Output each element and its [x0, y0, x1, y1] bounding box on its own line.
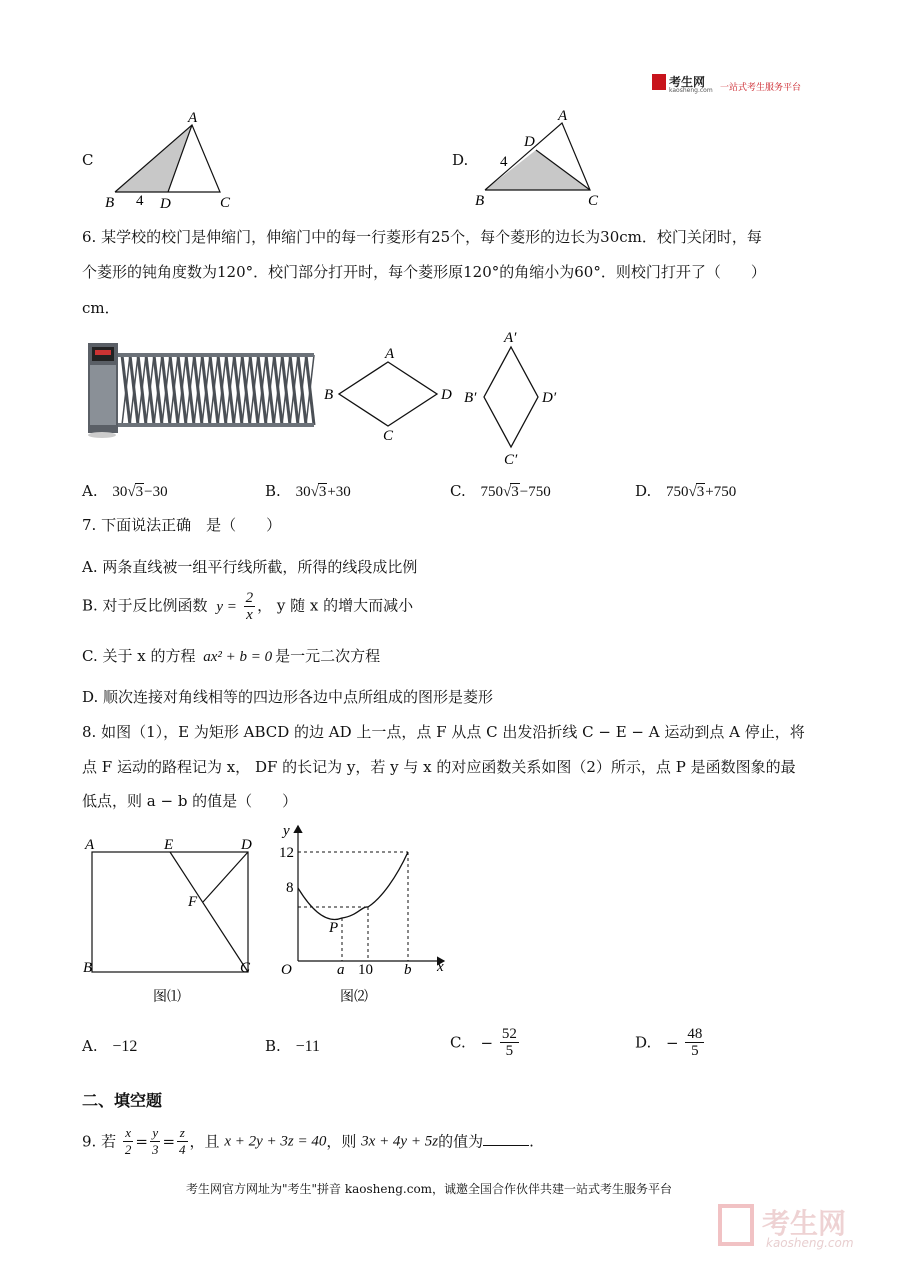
fig-d-label-b: B: [475, 193, 485, 209]
page-footer: 考生网官方网址为"考生"拼音 kaosheng.com，诚邀全国合作伙伴共建一站式考生服务平台: [186, 1182, 673, 1196]
q5-option-d-label: D.: [452, 151, 469, 169]
fig-d-label-a: A: [558, 108, 568, 124]
q8-option-d: D. − $\frac{48}{5}$: [635, 1026, 703, 1059]
q8-line-2: 点 F 运动的路程记为 x， DF 的长记为 y，若 y 与 x 的对应函数关系如图（2）所示，点 P 是函数图象的最: [82, 758, 796, 776]
q5-option-c-label: C: [82, 151, 94, 169]
q6-rhombus-compressed: [456, 325, 576, 470]
q6-rhombus-original: [322, 342, 462, 442]
fig1-label-d: D: [241, 837, 252, 853]
q6-option-a: A. 30√3−30: [82, 482, 168, 500]
fig2-label-a: a: [337, 962, 345, 978]
q6-line-1: 6. 某学校的校门是伸缩门，伸缩门中的每一行菱形有25个，每个菱形的边长为30cm．校门关闭时，每: [82, 228, 762, 246]
watermark-mark-icon: [718, 1204, 754, 1246]
retractable-gate-image: [82, 335, 318, 440]
fig1-label-c: C: [240, 960, 251, 976]
q8-line-3: 低点，则 a − b 的值是（ ）: [82, 792, 298, 810]
fig-d-label-c: C: [588, 193, 599, 209]
watermark-logo: [718, 1202, 888, 1254]
fig2-label-12: 12: [279, 845, 294, 861]
fig2-label-x: x: [437, 959, 444, 975]
q5-figure-d: [470, 108, 610, 213]
q6-option-d: D. 750√3+750: [635, 482, 737, 500]
fig-d-label-d: D: [524, 134, 535, 150]
header-slogan: 一站式考生服务平台: [720, 83, 802, 93]
q6-line-3: cm．: [82, 299, 120, 317]
q8-option-a: A. −12: [82, 1037, 138, 1055]
fig-c-label-d: D: [160, 196, 171, 212]
q9-answer-blank[interactable]: [483, 1131, 529, 1146]
q6-option-c: C. 750√3−750: [450, 482, 551, 500]
q8-figure-2: [272, 816, 452, 1016]
rhombus1-label-a: A: [385, 346, 395, 362]
q6-option-b: B. 30√3+30: [265, 482, 351, 500]
fig1-label-f: F: [188, 894, 198, 910]
q8-option-c: C. − $\frac{52}{5}$: [450, 1026, 517, 1059]
fig1-label-e: E: [164, 837, 174, 853]
q6-line-2: 个菱形的钝角度数为120°．校门部分打开时，每个菱形原120°的角缩小为60°．则校门打开了（ ）: [82, 263, 766, 281]
q7-option-a: A. 两条直线被一组平行线所截，所得的线段成比例: [82, 558, 418, 576]
fig2-label-y: y: [283, 823, 290, 839]
logo-subtext: kaosheng.com: [669, 87, 713, 94]
header-logo: [652, 74, 822, 96]
fig-d-length: 4: [500, 154, 508, 170]
rhombus2-label-a: A′: [504, 330, 517, 346]
rhombus2-label-d: D′: [542, 390, 557, 406]
q8-figure-1: [82, 832, 262, 1012]
rhombus2-label-c: C′: [504, 452, 518, 468]
fig1-caption: 图⑴: [153, 990, 181, 1005]
rhombus1-label-c: C: [383, 428, 394, 442]
rhombus1-label-d: D: [441, 387, 452, 403]
fig1-label-b: B: [83, 960, 93, 976]
section-title-fill-blank: 二、填空题: [82, 1091, 163, 1110]
rhombus2-label-b: B′: [464, 390, 477, 406]
fig-c-label-c: C: [220, 195, 231, 211]
watermark-text: 考生网: [762, 1207, 847, 1240]
fig1-label-a: A: [85, 837, 95, 853]
logo-text: 考生网: [669, 75, 706, 89]
q7-option-d: D. 顺次连接对角线相等的四边形各边中点所组成的图形是菱形: [82, 688, 494, 706]
q7-option-c: C. 关于 x 的方程 ax² + b = 0 是一元二次方程: [82, 647, 381, 665]
fig-c-label-b: B: [105, 195, 115, 211]
rhombus1-label-b: B: [324, 387, 334, 403]
fig2-caption: 图⑵: [340, 990, 368, 1005]
q9: 9. 若 $\frac{x}{2}$ = $\frac{y}{3}$ = $\frac{z}{4}$ ，且 x + 2y + 3z = 40，则 3x + 4y + 5z的值为 .: [82, 1125, 534, 1157]
fig2-label-o: O: [281, 962, 292, 978]
fig-c-length: 4: [136, 193, 144, 209]
q7-option-b: B. 对于反比例函数 y = $\frac{2}{x}$ ， y 随 x 的增大而减小: [82, 590, 414, 623]
logo-mark-icon: [652, 74, 666, 90]
q5-figure-c: [100, 110, 250, 215]
q7-stem: 7. 下面说法正确 是（ ）: [82, 516, 282, 534]
fig-c-label-a: A: [188, 110, 198, 126]
watermark-subtext: kaosheng.com: [766, 1236, 854, 1250]
q8-line-1: 8. 如图（1），E 为矩形 ABCD 的边 AD 上一点，点 F 从点 C 出发沿折线 C − E − A 运动到点 A 停止，将: [82, 723, 805, 741]
q8-option-b: B. −11: [265, 1037, 321, 1055]
fig2-label-p: P: [329, 920, 339, 936]
fig2-label-8: 8: [286, 880, 294, 896]
fig2-label-b: b: [404, 962, 412, 978]
fig2-label-10: 10: [358, 962, 373, 978]
